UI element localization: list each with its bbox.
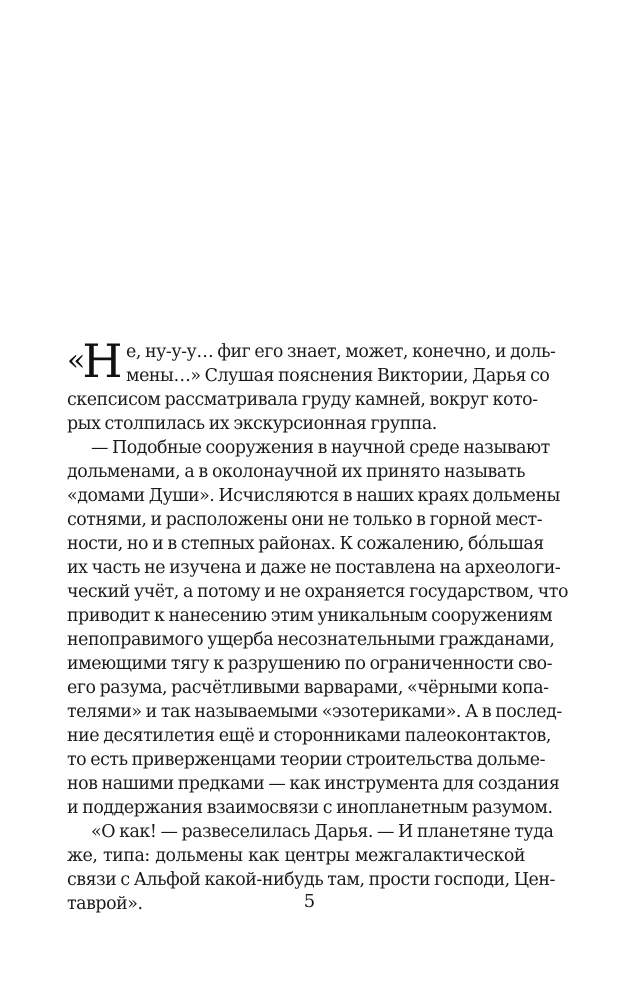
text-line: скепсисом рассматривала груду камней, вокруг кото-	[67, 390, 538, 410]
text-line: е, ну-у-у… фиг его знает, может, конечно, и доль-	[126, 342, 556, 362]
text-line: то есть приверженцами теории строительства дольме-	[67, 750, 546, 770]
text-line: и поддержания взаимосвязи с инопланетным разумом.	[67, 798, 553, 818]
text-line: — Подобные сооружения в научной среде называют	[91, 438, 550, 458]
text-line: ние десятилетия ещё и сторонниками палеоконтактов,	[67, 726, 551, 746]
text-line: их часть не изучена и даже не поставлена на археологи-	[67, 558, 561, 578]
text-line: нов нашими предками — как инструмента для создания	[67, 774, 560, 794]
text-line: рых столпилась их экскурсионная группа.	[67, 414, 437, 434]
text-line: дольменами, а в околонаучной их принято называть	[67, 462, 525, 482]
text-line: имеющими тягу к разрушению по ограниченности сво-	[67, 654, 553, 674]
drop-cap-quote: «	[67, 343, 84, 378]
text-line: «домами Души». Исчисляются в наших краях дольмены	[67, 486, 560, 506]
text-line: непоправимого ущерба несознательными гражданами,	[67, 630, 555, 650]
text-line: таврой».	[67, 894, 143, 914]
text-line: «О как! — развеселилась Дарья. — И планетяне туда	[91, 822, 554, 842]
text-line: сотнями, и расположены они не только в горной мест-	[67, 510, 543, 530]
text-line: ности, но и в степных районах. К сожалению, бóльшая	[67, 534, 544, 554]
page-number: 5	[303, 891, 316, 912]
text-line: связи с Альфой какой-нибудь там, прости господи, Цен-	[67, 870, 555, 890]
text-line: приводит к нанесению этим уникальным сооружениям	[67, 606, 553, 626]
text-line: телями» и так называемыми «эзотериками». А в послед-	[67, 702, 562, 722]
text-line: мены…» Слушая пояснения Виктории, Дарья со	[126, 366, 550, 386]
drop-cap-letter: Н	[82, 334, 123, 388]
text-line: его разума, расчётливыми варварами, «чёрными копа-	[67, 678, 549, 698]
text-line: ческий учёт, а потому и не охраняется государством, что	[67, 582, 568, 602]
text-line: же, типа: дольмены как центры межгалактической	[67, 846, 525, 866]
